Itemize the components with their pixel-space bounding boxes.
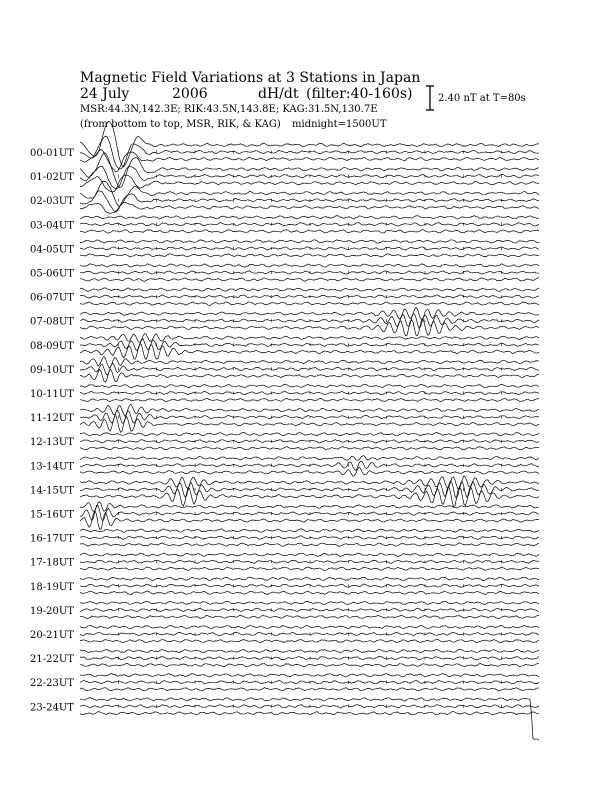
trace-line	[80, 688, 539, 691]
trace-line	[80, 216, 539, 220]
trace-line	[80, 673, 539, 677]
trace-line	[80, 247, 539, 250]
trace-line	[80, 344, 539, 360]
trace-line	[80, 302, 539, 306]
hour-label: 14-15UT	[30, 485, 74, 497]
trace-line	[80, 153, 539, 188]
trace-line	[80, 271, 539, 274]
scale-bar	[426, 86, 434, 110]
trace-line	[80, 384, 539, 387]
trace-line	[80, 705, 539, 709]
quantity-label: dH/dt	[258, 86, 299, 102]
trace-line	[80, 356, 539, 367]
trace-line	[80, 202, 539, 213]
trace-line	[80, 456, 539, 461]
hour-label: 06-07UT	[30, 292, 74, 304]
trace-line	[80, 363, 539, 375]
trace-line	[80, 314, 539, 328]
hour-label: 00-01UT	[30, 148, 74, 159]
hour-label: 20-21UT	[30, 630, 74, 641]
hour-label: 08-09UT	[30, 340, 74, 352]
hour-label: 11-12UT	[30, 413, 74, 425]
trace-line	[80, 240, 539, 243]
trace-line	[80, 307, 539, 319]
trace-line	[80, 476, 539, 489]
trace-line	[80, 467, 539, 476]
trace-line	[80, 230, 539, 233]
trace-line	[80, 136, 539, 169]
trace-line	[80, 577, 539, 580]
trace-line	[80, 553, 539, 557]
hour-label: 19-20UT	[30, 605, 74, 617]
date-day-month: 24 July	[80, 86, 130, 102]
trace-line	[80, 601, 539, 604]
hour-label: 18-19UT	[30, 581, 74, 593]
trace-line	[80, 649, 539, 652]
trace-line	[80, 398, 539, 401]
hour-label: 21-22UT	[30, 654, 74, 666]
trace-line	[80, 339, 539, 351]
trace-line	[80, 663, 539, 666]
trace-line	[80, 567, 539, 571]
hour-label: 17-18UT	[30, 557, 74, 569]
hour-label: 15-16UT	[30, 509, 74, 521]
trace-line	[80, 447, 539, 450]
hour-label: 16-17UT	[30, 533, 74, 545]
trace-line	[80, 560, 539, 563]
hour-label: 04-05UT	[30, 244, 74, 256]
trace-line	[80, 584, 539, 587]
trace-line	[80, 608, 539, 611]
order-line: (from bottom to top, MSR, RIK, & KAG)	[80, 119, 281, 130]
trace-line	[80, 278, 539, 282]
hour-label: 02-03UT	[30, 196, 74, 208]
trace-line	[80, 254, 539, 257]
trace-line	[80, 698, 539, 740]
trace-line	[80, 681, 539, 684]
trace-line	[80, 543, 539, 547]
trace-line	[80, 432, 539, 435]
midnight-note: midnight=1500UT	[292, 119, 387, 130]
filter-label: (filter:40-160s)	[306, 86, 413, 102]
trace-line	[80, 591, 539, 595]
trace-line	[80, 416, 539, 432]
trace-line	[80, 334, 539, 343]
hour-label: 22-23UT	[30, 678, 74, 690]
hour-label: 23-24UT	[30, 702, 74, 714]
trace-line	[80, 656, 539, 659]
hour-label: 01-02UT	[30, 172, 74, 184]
stations-line: MSR:44.3N,142.3E; RIK:43.5N,143.8E; KAG:31.5N,130.7E	[80, 104, 378, 115]
trace-line	[80, 288, 539, 291]
hour-label: 10-11UT	[30, 389, 74, 400]
date-year: 2006	[172, 86, 208, 102]
hour-label: 03-04UT	[30, 220, 74, 232]
trace-line	[80, 166, 539, 189]
trace-line	[80, 632, 539, 635]
trace-line	[80, 536, 539, 540]
trace-line	[80, 502, 539, 512]
trace-line	[80, 295, 539, 299]
trace-line	[80, 639, 539, 642]
trace-line	[80, 391, 539, 394]
trace-line	[80, 264, 539, 268]
trace-line	[80, 369, 539, 382]
trace-line	[80, 481, 539, 498]
chart-title: Magnetic Field Variations at 3 Stations in Japan	[80, 70, 421, 86]
trace-line	[80, 505, 539, 520]
trace-line	[80, 712, 539, 715]
trace-line	[80, 529, 539, 533]
trace-line	[80, 223, 539, 227]
hour-label: 05-06UT	[30, 268, 74, 280]
trace-line	[80, 149, 539, 171]
trace-line	[80, 175, 539, 192]
hour-label: 13-14UT	[30, 461, 74, 473]
hour-label: 12-13UT	[30, 437, 74, 449]
trace-line	[80, 461, 539, 470]
hour-label: 07-08UT	[30, 316, 74, 328]
trace-line	[80, 615, 539, 619]
trace-line	[80, 625, 539, 628]
scale-label: 2.40 nT at T=80s	[438, 93, 526, 104]
hour-label: 09-10UT	[30, 364, 74, 376]
trace-line	[80, 440, 539, 443]
